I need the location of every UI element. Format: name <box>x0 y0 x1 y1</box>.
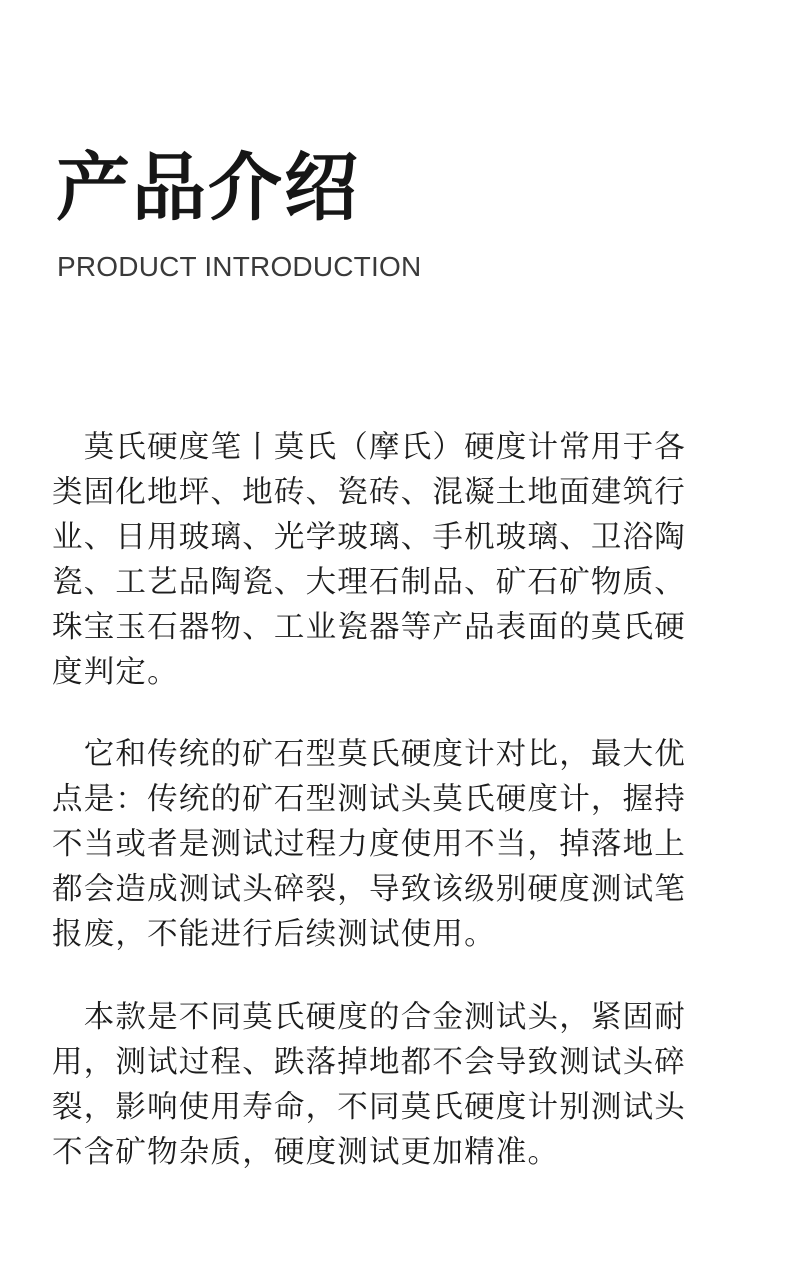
page-subtitle: PRODUCT INTRODUCTION <box>57 251 422 282</box>
paragraph-line: 它和传统的矿石型莫氏硬度计对比，最大优 <box>52 737 686 772</box>
intro-paragraph-alloy-tips <box>52 995 752 1175</box>
paragraph-line: 报废，不能进行后续测试使用。 <box>52 917 496 952</box>
paragraph-line: 裂，影响使用寿命，不同莫氏硬度计别测试头 <box>52 1090 686 1125</box>
paragraph-line: 都会造成测试头碎裂，导致该级别硬度测试笔 <box>52 872 686 907</box>
paragraph-line: 本款是不同莫氏硬度的合金测试头，紧固耐 <box>52 1000 686 1035</box>
paragraph-line: 不当或者是测试过程力度使用不当，掉落地上 <box>52 827 686 862</box>
page-title: 产品介绍 <box>56 145 360 231</box>
paragraph-line: 莫氏硬度笔丨莫氏（摩氏）硬度计常用于各 <box>52 430 686 465</box>
paragraph-line: 不含矿物杂质，硬度测试更加精准。 <box>52 1135 560 1170</box>
paragraph-line: 珠宝玉石器物、工业瓷器等产品表面的莫氏硬 <box>52 610 686 645</box>
paragraph-line: 点是：传统的矿石型测试头莫氏硬度计，握持 <box>52 782 686 817</box>
intro-paragraph-usage <box>52 425 752 695</box>
paragraph-line: 度判定。 <box>52 655 179 690</box>
intro-paragraph-comparison <box>52 732 752 957</box>
paragraph-line: 业、日用玻璃、光学玻璃、手机玻璃、卫浴陶 <box>52 520 686 555</box>
paragraph-line: 瓷、工艺品陶瓷、大理石制品、矿石矿物质、 <box>52 565 686 600</box>
paragraph-line: 类固化地坪、地砖、瓷砖、混凝土地面建筑行 <box>52 475 686 510</box>
paragraph-line: 用，测试过程、跌落掉地都不会导致测试头碎 <box>52 1045 686 1080</box>
